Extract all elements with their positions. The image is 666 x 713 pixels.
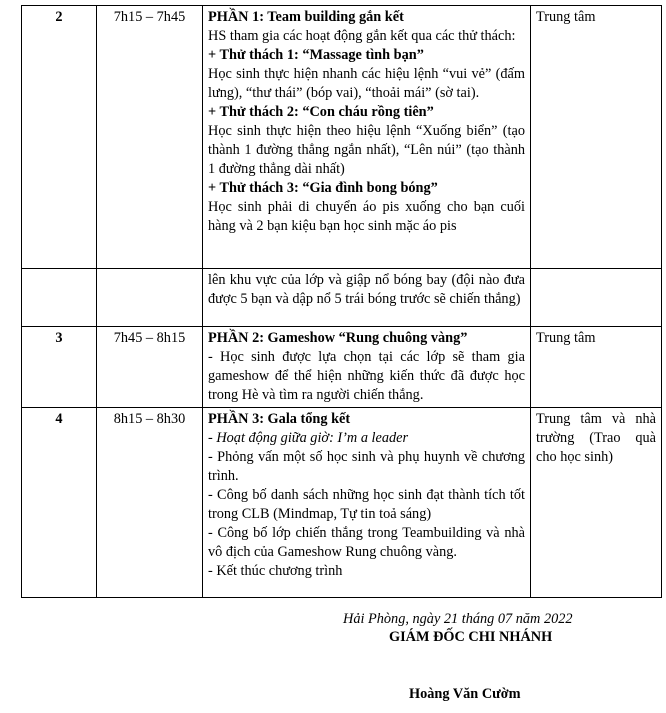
activity-line: Học sinh thực hiện theo hiệu lệnh “Xuống biển” (tạo thành 1 đường thẳng ngắn nhất), “Lên núi” (tạo thành 1 đường thẳng dài nhất) <box>208 123 525 177</box>
activity-line: Học sinh phải di chuyển áo pis xuống cho bạn cuối hàng và 2 bạn kiệu bạn học sinh mặc áo pis <box>208 199 525 234</box>
activity-cell <box>203 269 531 327</box>
location-cell: Trung tâm <box>531 6 662 269</box>
time-cell <box>97 269 203 327</box>
activity-line: - Học sinh được lựa chọn tại các lớp sẽ tham gia gameshow để thể hiện những kiến thức đã được học trong Hè và tìm ra người chiến thắng. <box>208 349 525 403</box>
time-cell: 7h15 – 7h45 <box>97 6 203 269</box>
activity-line: + Thử thách 1: “Massage tình bạn” <box>208 47 424 63</box>
schedule-table <box>21 5 662 598</box>
row-number <box>22 269 97 327</box>
activity-line: - Phỏng vấn một số học sinh và phụ huynh về chương trình. <box>208 449 525 484</box>
activity-line: HS tham gia các hoạt động gắn kết qua các thử thách: <box>208 28 516 44</box>
activity-line: PHẦN 1: Team building gắn kết <box>208 9 404 25</box>
activity-line: + Thử thách 3: “Gia đình bong bóng” <box>208 180 438 196</box>
time-cell: 8h15 – 8h30 <box>97 408 203 598</box>
table-row <box>22 269 662 327</box>
table-row <box>22 327 662 408</box>
activity-line: Học sinh thực hiện nhanh các hiệu lệnh “vui vẻ” (đấm lưng), “thư thái” (bóp vai), “thoải mái” (sờ tai). <box>208 66 525 101</box>
row-number: 2 <box>22 6 97 269</box>
signature-title: GIÁM ĐỐC CHI NHÁNH <box>389 629 553 645</box>
activity-line: + Thử thách 2: “Con cháu rồng tiên” <box>208 104 434 120</box>
activity-line: - Công bố lớp chiến thắng trong Teambuilding và nhà vô địch của Gameshow Rung chuông vàng. <box>208 525 525 560</box>
activity-cell <box>203 327 531 408</box>
row-number: 4 <box>22 408 97 598</box>
location-cell: Trung tâm và nhà trường (Trao quà cho học sinh) <box>531 408 662 598</box>
activity-line: lên khu vực của lớp và giập nổ bóng bay (đội nào đưa được 5 bạn và dập nổ 5 trái bóng trước sẽ chiến thắng) <box>208 272 525 307</box>
row-number: 3 <box>22 327 97 408</box>
location-cell: Trung tâm <box>531 327 662 408</box>
signature-date: Hải Phòng, ngày 21 tháng 07 năm 2022 <box>343 611 573 627</box>
signature-name: Hoàng Văn Cườm <box>409 686 521 702</box>
activity-cell <box>203 6 531 269</box>
activity-line: - Công bố danh sách những học sinh đạt thành tích tốt trong CLB (Mindmap, Tự tin toả sáng) <box>208 487 525 522</box>
activity-line: PHẦN 3: Gala tổng kết <box>208 411 351 427</box>
time-cell: 7h45 – 8h15 <box>97 327 203 408</box>
activity-line: PHẦN 2: Gameshow “Rung chuông vàng” <box>208 330 468 346</box>
activity-line: - Kết thúc chương trình <box>208 563 343 579</box>
table-row <box>22 6 662 269</box>
location-cell <box>531 269 662 327</box>
table-row <box>22 408 662 598</box>
activity-line: - Hoạt động giữa giờ: I’m a leader <box>208 430 409 446</box>
activity-cell <box>203 408 531 598</box>
